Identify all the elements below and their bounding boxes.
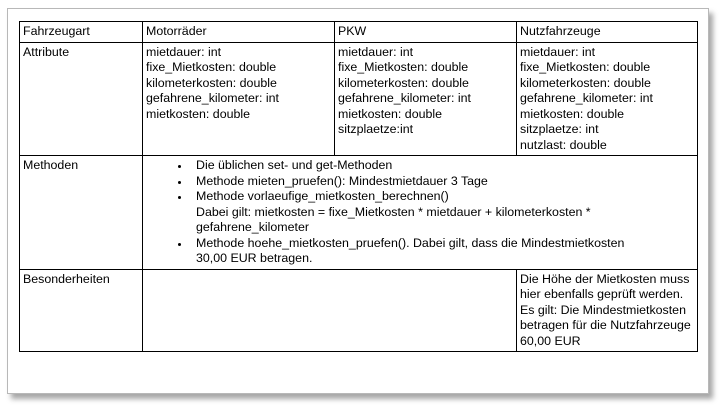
method-text: 30,00 EUR betragen. xyxy=(196,251,313,265)
method-text: Dabei gilt: mietkosten = fixe_Mietkosten * mietdauer + kilometerkosten * xyxy=(196,204,591,219)
attribute-row xyxy=(20,42,698,156)
method-text: Methode vorlaeufige_mietkosten_berechnen() xyxy=(196,189,449,203)
attribute-item: gefahrene_kilometer: int xyxy=(146,91,279,105)
methoden-list xyxy=(146,158,694,267)
methoden-list-item xyxy=(196,236,694,267)
besonderheiten-label: Besonderheiten xyxy=(20,269,143,352)
attribute-item: gefahrene_kilometer: int xyxy=(520,91,653,105)
document-page xyxy=(7,8,709,394)
header-cell-pkw: PKW xyxy=(335,22,517,43)
attribute-item: kilometerkosten: double xyxy=(338,75,469,90)
method-text: Methode hoehe_mietkosten_pruefen(). Dabei gilt, dass die Mindestmietkosten xyxy=(196,235,625,250)
header-cell-motorraeder: Motorräder xyxy=(143,22,335,43)
method-text: gefahrene_kilometer xyxy=(196,220,309,234)
methoden-list-item xyxy=(196,158,694,174)
attribute-item: mietkosten: double xyxy=(520,106,625,121)
attribute-item: mietdauer: int xyxy=(338,44,414,59)
methoden-label: Methoden xyxy=(20,156,143,270)
attribute-item: sitzplaetze:int xyxy=(338,122,414,136)
attribute-item: nutzlast: double xyxy=(520,137,607,152)
attribute-item: gefahrene_kilometer: int xyxy=(338,91,471,105)
attribute-item: mietdauer: int xyxy=(520,44,596,59)
header-row xyxy=(20,22,698,43)
attribute-item: kilometerkosten: double xyxy=(520,75,651,90)
attribute-item: fixe_Mietkosten: double xyxy=(146,60,277,74)
attribute-cell-pkw xyxy=(335,42,517,156)
besonderheiten-empty-cell xyxy=(143,269,517,352)
besonderheiten-cell-nutzfahrzeuge: Die Höhe der Mietkosten muss hier ebenfalls geprüft werden. Es gilt: Die Mindestmietkosten betragen für die Nutzfahrzeuge 60,00 EUR xyxy=(517,269,698,352)
method-text: Die üblichen set- und get-Methoden xyxy=(196,158,393,172)
attribute-item: fixe_Mietkosten: double xyxy=(520,60,651,74)
header-cell-fahrzeugart: Fahrzeugart xyxy=(20,22,143,43)
attribute-label: Attribute xyxy=(20,42,143,156)
attribute-item: kilometerkosten: double xyxy=(146,75,277,90)
header-cell-nutzfahrzeuge: Nutzfahrzeuge xyxy=(517,22,698,43)
attribute-item: mietkosten: double xyxy=(338,106,443,121)
attribute-item: sitzplaetze: int xyxy=(520,122,599,136)
attribute-cell-motorraeder xyxy=(143,42,335,156)
besonderheiten-row xyxy=(20,269,698,352)
attribute-item: mietdauer: int xyxy=(146,44,222,59)
attribute-cell-nutzfahrzeuge xyxy=(517,42,698,156)
methoden-row xyxy=(20,156,698,270)
attribute-item: mietkosten: double xyxy=(146,106,251,121)
vehicle-spec-table xyxy=(19,21,698,352)
method-text: Methode mieten_pruefen(): Mindestmietdauer 3 Tage xyxy=(196,173,488,188)
methoden-list-item xyxy=(196,174,694,190)
attribute-item: fixe_Mietkosten: double xyxy=(338,60,469,74)
methoden-list-item xyxy=(196,189,694,236)
methoden-cell xyxy=(143,156,698,270)
